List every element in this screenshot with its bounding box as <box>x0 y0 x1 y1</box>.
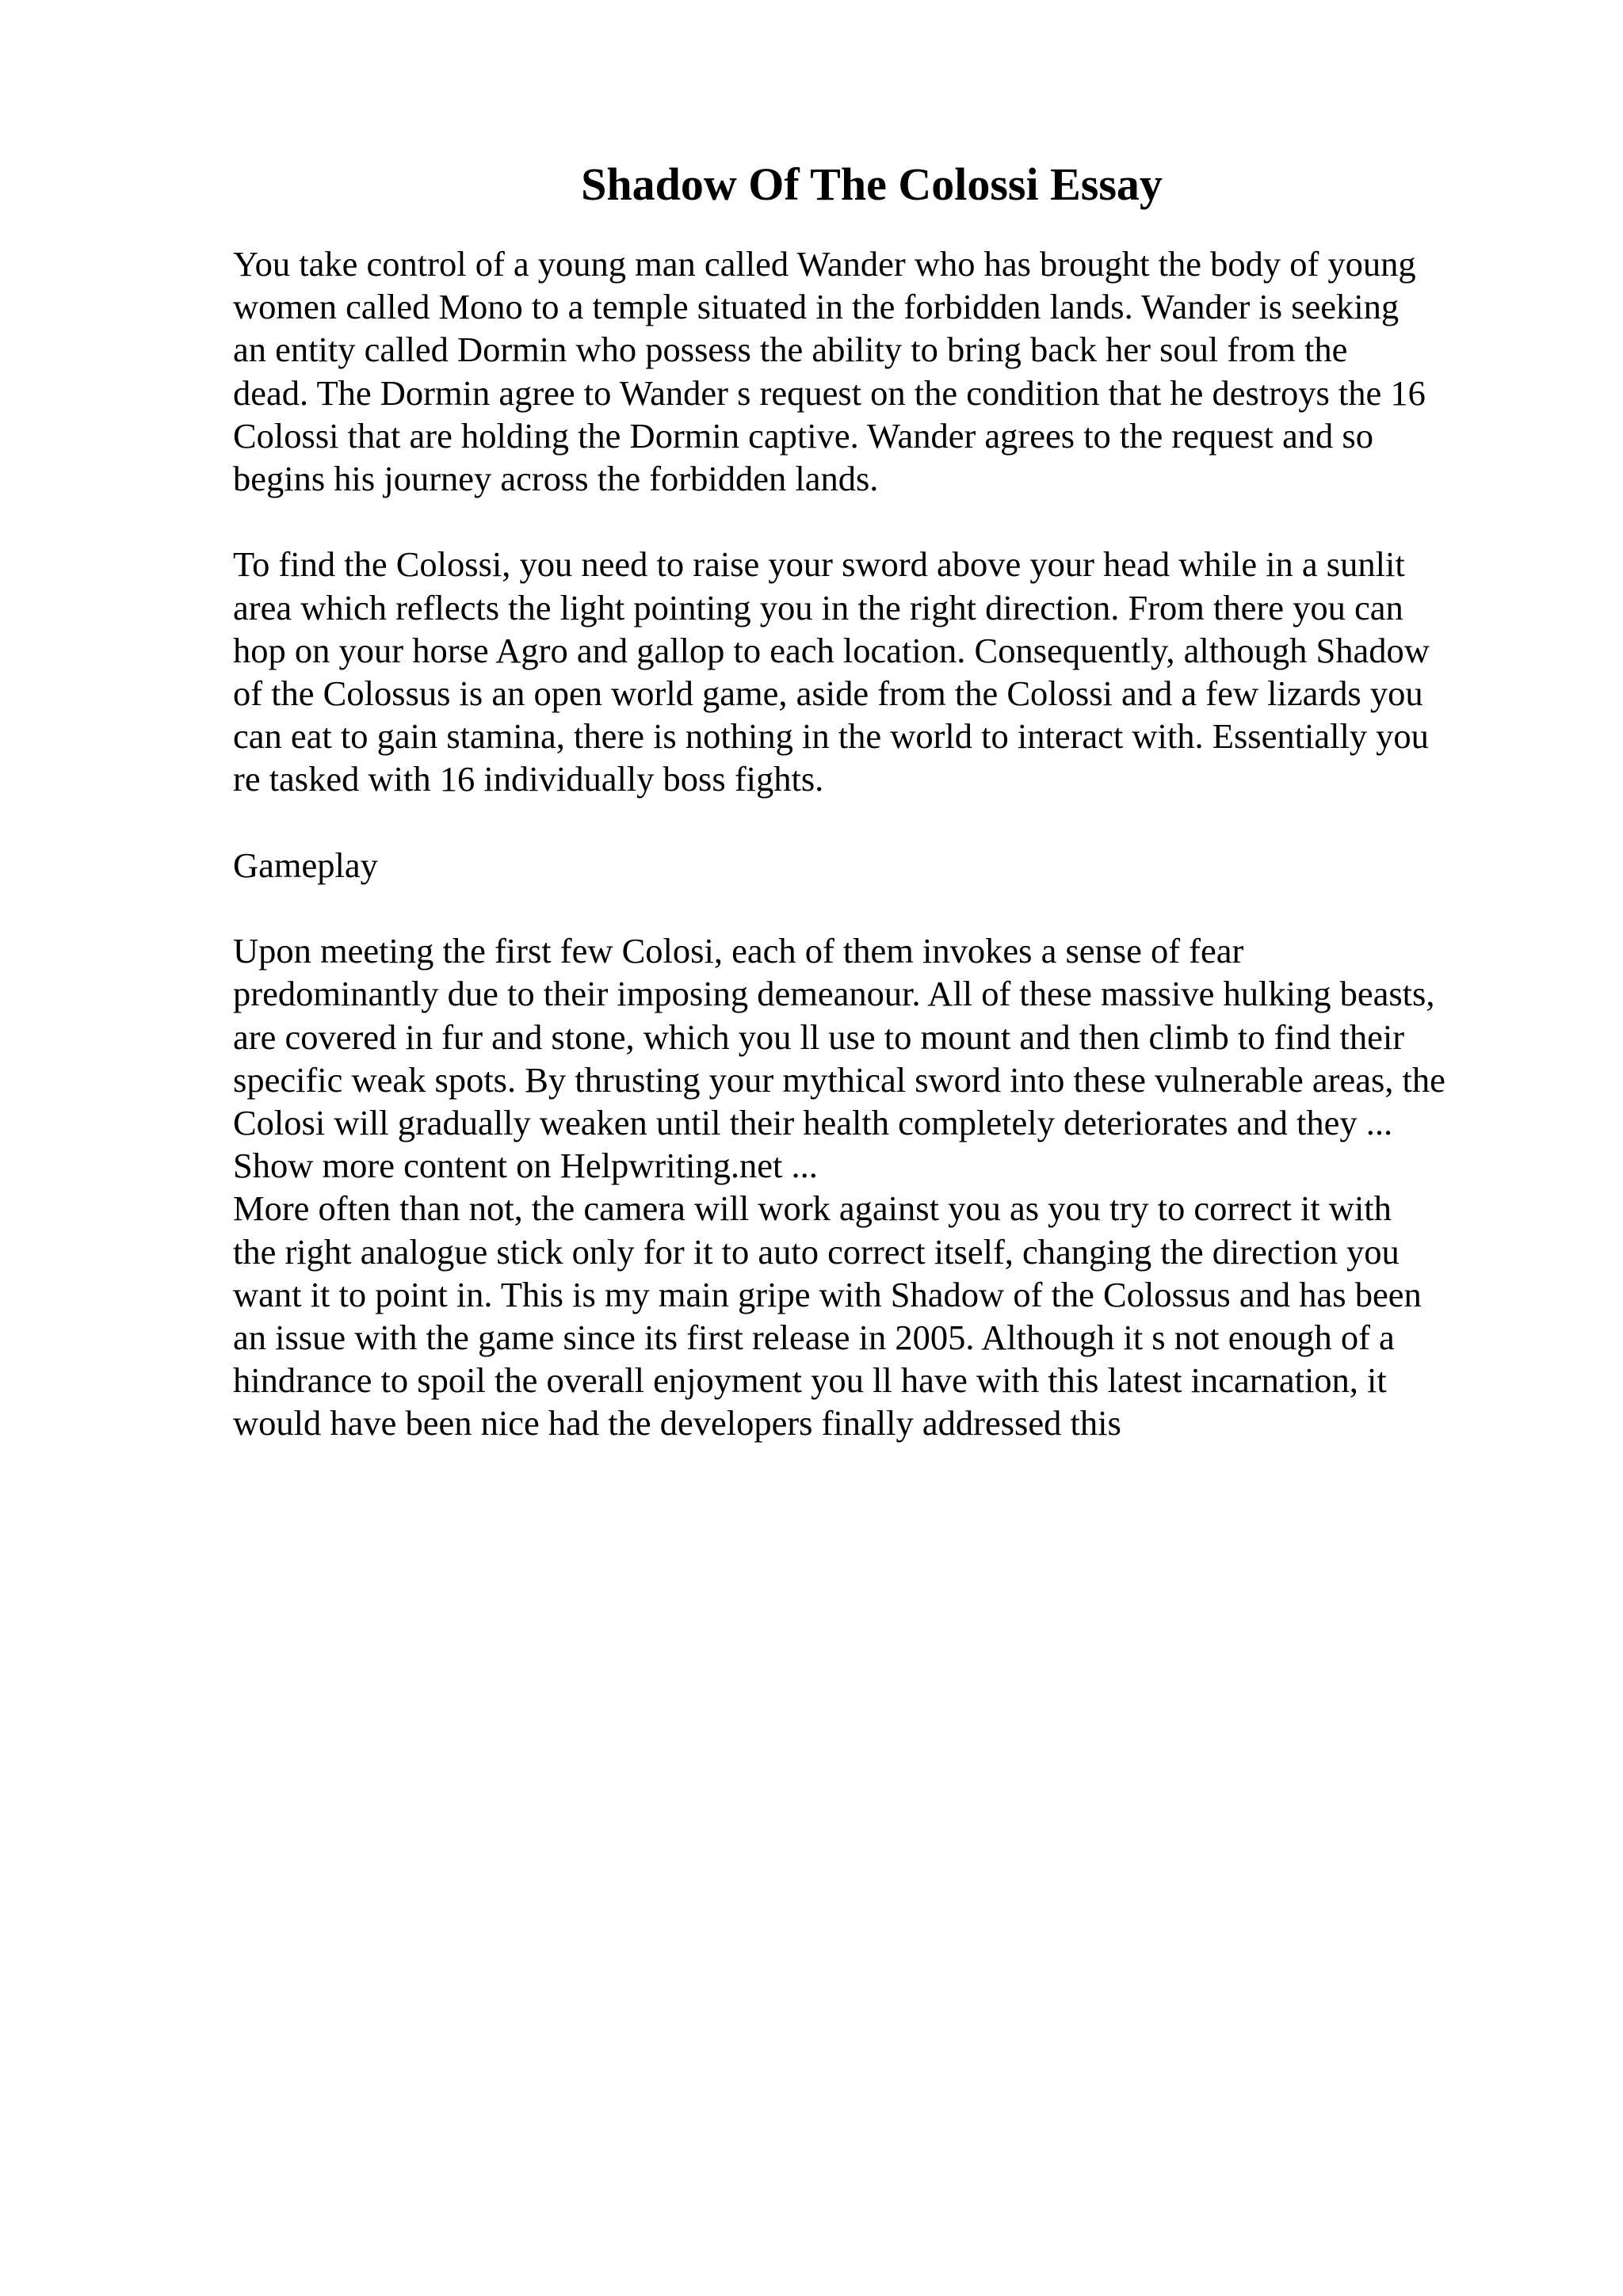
text-line: an issue with the game since its first release in 2005. Although it s not enough of a <box>233 1318 1395 1358</box>
text-line: of the Colossus is an open world game, aside from the Colossi and a few lizards you <box>233 673 1423 714</box>
text-line: Colossi that are holding the Dormin captive. Wander agrees to the request and so <box>233 415 1373 456</box>
document-body <box>233 242 1564 1445</box>
text-line: predominantly due to their imposing demeanour. All of these massive hulking beasts, <box>233 974 1435 1014</box>
text-line: Show more content on Helpwriting.net ... <box>233 1146 818 1186</box>
paragraph-spacer <box>233 801 1564 844</box>
document-title: Shadow Of The Colossi Essay <box>581 158 1163 210</box>
text-line: would have been nice had the developers finally addressed this <box>233 1403 1121 1444</box>
paragraph-1 <box>233 242 1564 500</box>
paragraph-4 <box>233 1187 1564 1444</box>
text-line: Upon meeting the first few Colosi, each of them invokes a sense of fear <box>233 931 1244 971</box>
text-line: hop on your horse Agro and gallop to each location. Consequently, although Shadow <box>233 630 1430 670</box>
text-line: area which reflects the light pointing you in the right direction. From there you can <box>233 587 1403 627</box>
text-line: dead. The Dormin agree to Wander s request on the condition that he destroys the 16 <box>233 372 1426 413</box>
text-line: can eat to gain stamina, there is nothing in the world to interact with. Essentially you <box>233 716 1429 757</box>
text-line: You take control of a young man called Wander who has brought the body of young <box>233 244 1416 284</box>
paragraph-spacer <box>233 887 1564 929</box>
text-line: the right analogue stick only for it to auto correct itself, changing the direction you <box>233 1231 1400 1272</box>
text-line: specific weak spots. By thrusting your mythical sword into these vulnerable areas, the <box>233 1059 1445 1100</box>
text-line: To find the Colossi, you need to raise your sword above your head while in a sunlit <box>233 544 1405 585</box>
section-heading-gameplay: Gameplay <box>233 845 378 885</box>
paragraph-spacer <box>233 500 1564 543</box>
text-line: women called Mono to a temple situated in the forbidden lands. Wander is seeking <box>233 287 1400 327</box>
text-line: are covered in fur and stone, which you ll use to mount and then climb to find their <box>233 1016 1405 1057</box>
text-line: Colosi will gradually weaken until their health completely deteriorates and they ... <box>233 1103 1393 1143</box>
text-line: hindrance to spoil the overall enjoyment you ll have with this latest incarnation, it <box>233 1360 1387 1401</box>
paragraph-3 <box>233 929 1564 1187</box>
text-line: an entity called Dormin who possess the ability to bring back her soul from the <box>233 330 1348 370</box>
text-line: want it to point in. This is my main gripe with Shadow of the Colossus and has been <box>233 1274 1422 1314</box>
text-line: re tasked with 16 individually boss fights. <box>233 759 824 799</box>
text-line: begins his journey across the forbidden lands. <box>233 459 879 499</box>
paragraph-2 <box>233 543 1564 800</box>
text-line: More often than not, the camera will work against you as you try to correct it with <box>233 1188 1392 1229</box>
